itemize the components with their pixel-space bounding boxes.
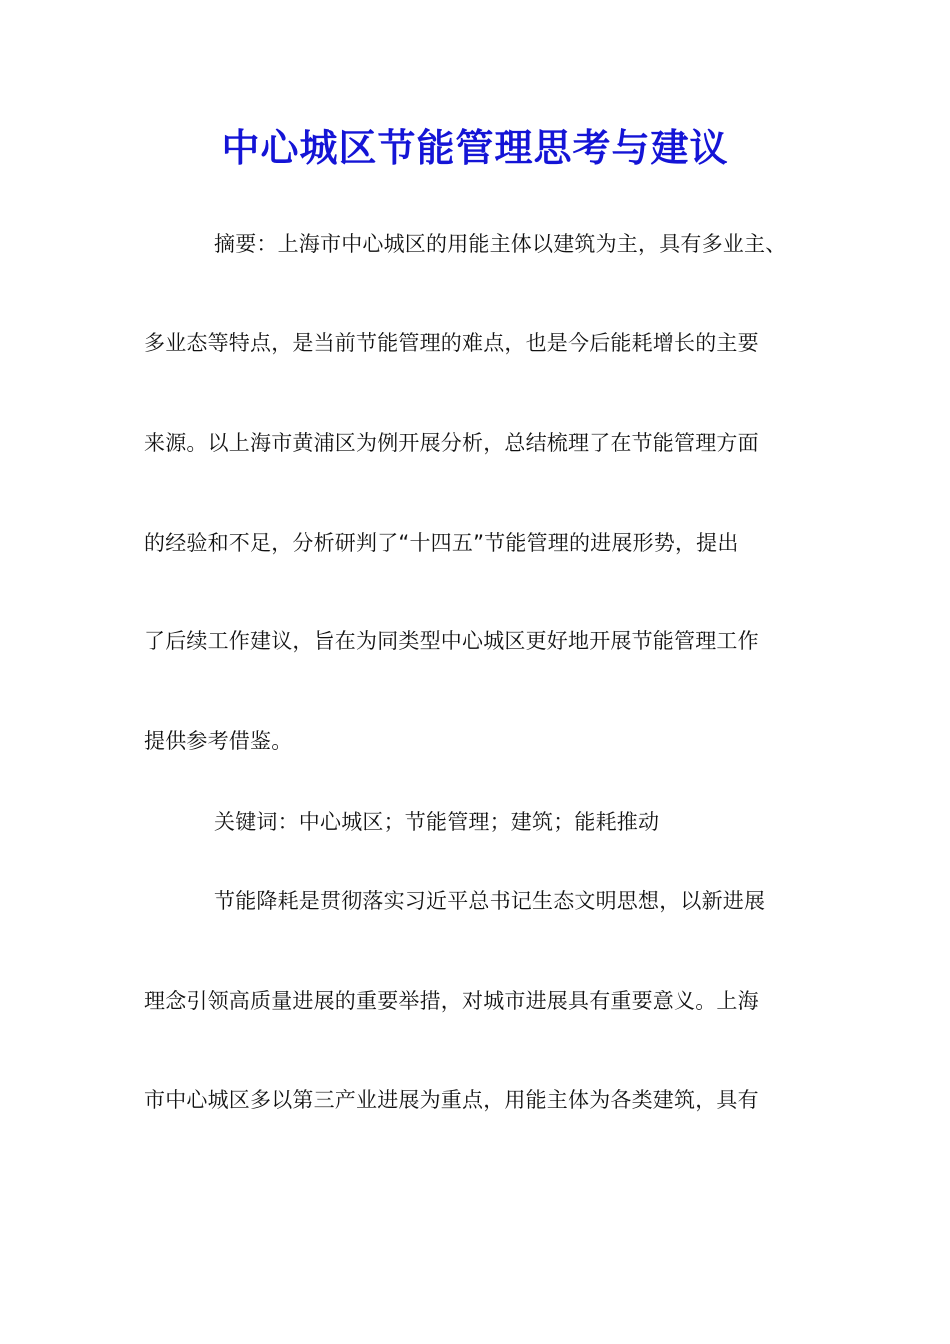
abstract-line-5: 了后续工作建议，旨在为同类型中心城区更好地开展节能管理工作 xyxy=(144,629,759,653)
abstract-line-4: 的经验和不足，分析研判了“十四五”节能管理的进展形势，提出 xyxy=(144,531,739,555)
keywords-line: 关键词：中心城区；节能管理；建筑；能耗推动 xyxy=(214,810,660,834)
abstract-line-1: 摘要：上海市中心城区的用能主体以建筑为主，具有多业主、 xyxy=(214,232,787,256)
abstract-line-6: 提供参考借鉴。 xyxy=(144,729,293,753)
body-line-2: 理念引领高质量进展的重要举措，对城市进展具有重要意义。上海 xyxy=(144,989,759,1013)
body-line-3: 市中心城区多以第三产业进展为重点，用能主体为各类建筑，具有 xyxy=(144,1088,759,1112)
abstract-line-3: 来源。以上海市黄浦区为例开展分析，总结梳理了在节能管理方面 xyxy=(144,431,759,455)
body-line-1: 节能降耗是贯彻落实习近平总书记生态文明思想，以新进展 xyxy=(214,889,766,913)
document-title: 中心城区节能管理思考与建议 xyxy=(221,125,729,170)
abstract-line-2: 多业态等特点，是当前节能管理的难点，也是今后能耗增长的主要 xyxy=(144,331,759,355)
